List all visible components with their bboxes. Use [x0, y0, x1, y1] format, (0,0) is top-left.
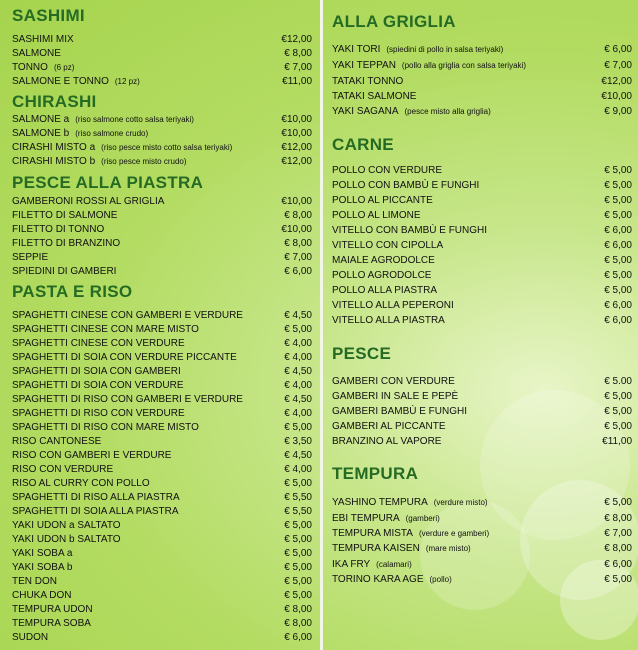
menu-item-name: SEPPIE — [12, 252, 49, 263]
menu-item-name: YAKI TEPPAN — [332, 60, 396, 71]
menu-item — [12, 209, 312, 223]
menu-item-wrap — [332, 224, 487, 238]
menu-item — [12, 351, 312, 365]
menu-item-name: SALMONE E TONNO — [12, 76, 109, 87]
menu-item-note: (verdure e gamberi) — [418, 529, 490, 538]
menu-item — [332, 420, 632, 434]
menu-item — [12, 61, 312, 75]
menu-item-wrap — [12, 393, 243, 407]
menu-item-price: € 6,00 — [604, 240, 632, 251]
menu-item-wrap — [12, 421, 199, 435]
menu-item-name: CIRASHI MISTO a — [12, 142, 96, 153]
menu-item — [12, 533, 312, 547]
menu-item — [12, 393, 312, 407]
menu-item-price: € 5,00 — [284, 422, 312, 433]
menu-item-price: € 5,00 — [604, 255, 632, 266]
section-title-tempura: TEMPURA — [332, 464, 419, 483]
menu-item-wrap — [12, 33, 74, 47]
menu-item-wrap — [332, 496, 488, 510]
menu-item-price: € 7,00 — [284, 252, 312, 263]
menu-item — [12, 265, 312, 279]
menu-item-price: € 4,00 — [284, 352, 312, 363]
menu-item-price: € 6,00 — [604, 44, 632, 55]
menu-item — [332, 43, 632, 57]
menu-item-wrap — [332, 209, 421, 223]
section-title-carne: CARNE — [332, 135, 394, 154]
menu-item-wrap — [332, 420, 446, 434]
section-title-pesce-alla-piastra: PESCE ALLA PIASTRA — [12, 173, 204, 192]
menu-item-wrap — [332, 239, 443, 253]
menu-item-wrap — [12, 337, 185, 351]
menu-item-wrap — [332, 43, 503, 57]
menu-item-price: € 5,00 — [284, 590, 312, 601]
menu-item — [12, 365, 312, 379]
menu-item-wrap — [12, 47, 61, 61]
menu-item-wrap — [12, 589, 71, 603]
menu-item-wrap — [332, 527, 489, 541]
menu-item — [12, 561, 312, 575]
menu-item-wrap — [12, 127, 148, 141]
menu-item-name: GAMBERI CON VERDURE — [332, 376, 455, 387]
menu-item-wrap — [12, 195, 164, 209]
menu-item-wrap — [12, 113, 194, 127]
section-title-pasta-e-riso: PASTA E RISO — [12, 282, 133, 301]
menu-item-wrap — [332, 269, 431, 283]
menu-item-name: VITELLO CON CIPOLLA — [332, 240, 444, 251]
menu-item-note: (calamari) — [376, 560, 412, 569]
menu-item-name: SUDON — [12, 632, 49, 643]
menu-item — [332, 179, 632, 193]
menu-item-price: €11,00 — [282, 76, 312, 87]
menu-item-wrap — [12, 237, 120, 251]
menu-item — [12, 251, 312, 265]
menu-item-wrap — [332, 284, 437, 298]
menu-item-name: GAMBERONI ROSSI AL GRIGLIA — [12, 196, 165, 207]
menu-item — [12, 127, 312, 141]
menu-item-name: SASHIMI MIX — [12, 34, 74, 45]
menu-item-price: € 3,50 — [284, 436, 312, 447]
menu-item-wrap — [12, 265, 116, 279]
menu-item — [332, 239, 632, 253]
menu-item-price: € 5,00 — [604, 285, 632, 296]
menu-item — [12, 309, 312, 323]
menu-item — [12, 463, 312, 477]
menu-item-name: SALMONE b — [12, 128, 70, 139]
menu-item-price: € 5,00 — [284, 576, 312, 587]
menu-item-name: CHUKA DON — [12, 590, 72, 601]
menu-item-wrap — [12, 533, 121, 547]
menu-item-wrap — [332, 299, 454, 313]
menu-item-name: YAKI UDON a SALTATO — [12, 520, 121, 531]
menu-item-name: POLLO CON BAMBÙ E FUNGHI — [332, 180, 480, 191]
menu-item-price: € 8,00 — [604, 543, 632, 554]
menu-item-price: € 9,00 — [604, 106, 632, 117]
menu-item-price: € 4,00 — [284, 408, 312, 419]
menu-item — [332, 254, 632, 268]
menu-item-name: TEMPURA MISTA — [332, 528, 413, 539]
menu-item — [332, 90, 632, 104]
menu-item-price: € 4,50 — [284, 310, 312, 321]
menu-item-price: € 5,00 — [284, 534, 312, 545]
menu-item-price: € 6,00 — [604, 300, 632, 311]
menu-item — [12, 141, 312, 155]
menu-item-wrap — [12, 631, 48, 645]
menu-item-name: SALMONE a — [12, 114, 70, 125]
menu-item-price: € 5,50 — [284, 506, 312, 517]
menu-item-wrap — [12, 141, 232, 155]
menu-item-price: € 4,00 — [284, 380, 312, 391]
menu-item-price: € 8,00 — [284, 48, 312, 59]
section-title-pesce: PESCE — [332, 344, 392, 363]
menu-item-name: YAKI SOBA b — [12, 562, 73, 573]
menu-item-price: € 7,00 — [284, 62, 312, 73]
menu-item — [12, 449, 312, 463]
menu-item — [12, 237, 312, 251]
menu-item-price: € 8,00 — [284, 238, 312, 249]
menu-item-wrap — [12, 61, 74, 75]
menu-item — [332, 59, 632, 73]
menu-item-name: SPAGHETTI CINESE CON GAMBERI E VERDURE — [12, 310, 243, 321]
menu-item-wrap — [12, 209, 117, 223]
menu-item-wrap — [12, 491, 180, 505]
menu-item-name: CIRASHI MISTO b — [12, 156, 96, 167]
menu-item-note: (pollo alla griglia con salsa teriyaki) — [401, 61, 526, 70]
menu-item-name: POLLO AGRODOLCE — [332, 270, 432, 281]
menu-item — [12, 631, 312, 645]
menu-item — [332, 164, 632, 178]
menu-item — [332, 512, 632, 526]
menu-item — [332, 573, 632, 587]
menu-item-price: € 5,00 — [604, 270, 632, 281]
menu-item-name: YAKI SOBA a — [12, 548, 73, 559]
menu-item-wrap — [12, 603, 93, 617]
menu-item-name: RISO CON VERDURE — [12, 464, 114, 475]
menu-item-wrap — [12, 351, 237, 365]
menu-item-wrap — [332, 105, 491, 119]
menu-item — [12, 575, 312, 589]
menu-item-wrap — [12, 477, 150, 491]
menu-item-name: RISO CON GAMBERI E VERDURE — [12, 450, 172, 461]
menu-item-wrap — [332, 558, 412, 572]
menu-item-name: SPAGHETTI CINESE CON VERDURE — [12, 338, 185, 349]
menu-item-price: €10,00 — [281, 224, 312, 235]
menu-item-wrap — [332, 59, 526, 73]
menu-item-name: TATAKI TONNO — [332, 76, 404, 87]
menu-item — [332, 209, 632, 223]
menu-item-price: € 5.00 — [604, 376, 632, 387]
menu-item-price: € 8,00 — [284, 210, 312, 221]
menu-item-name: YAKI SAGANA — [332, 106, 399, 117]
menu-item-name: SPAGHETTI CINESE CON MARE MISTO — [12, 324, 199, 335]
menu-item-price: € 7,00 — [604, 60, 632, 71]
menu-item — [332, 284, 632, 298]
menu-item — [332, 194, 632, 208]
menu-item-note: (riso pesce misto crudo) — [101, 157, 187, 166]
menu-item-wrap — [332, 314, 445, 328]
menu-item — [12, 435, 312, 449]
menu-item-price: € 5,50 — [284, 492, 312, 503]
menu-item-name: TEMPURA SOBA — [12, 618, 91, 629]
menu-item-name: SALMONE — [12, 48, 61, 59]
column-divider — [320, 0, 323, 650]
menu-item-price: € 8,00 — [604, 513, 632, 524]
menu-item-price: € 5,00 — [284, 324, 312, 335]
section-title-alla-griglia: ALLA GRIGLIA — [332, 12, 456, 31]
menu-item-price: € 5,00 — [604, 574, 632, 585]
menu-item-note: (riso pesce misto cotto salsa teriyaki) — [101, 143, 233, 152]
menu-item-name: FILETTO DI SALMONE — [12, 210, 118, 221]
menu-item-name: SPAGHETTI DI RISO CON VERDURE — [12, 408, 185, 419]
menu-item-price: €10,00 — [281, 128, 312, 139]
menu-item — [12, 505, 312, 519]
menu-item — [12, 547, 312, 561]
menu-item-note: (riso salmone crudo) — [75, 129, 149, 138]
menu-item — [12, 589, 312, 603]
menu-item — [12, 477, 312, 491]
menu-item-price: € 6,00 — [604, 225, 632, 236]
menu-item-price: € 6,00 — [604, 315, 632, 326]
menu-item-wrap — [12, 435, 101, 449]
menu-item-wrap — [12, 379, 184, 393]
menu-item-price: €12,00 — [281, 142, 312, 153]
menu-item-wrap — [332, 390, 458, 404]
menu-item — [12, 337, 312, 351]
menu-item-wrap — [12, 251, 48, 265]
menu-item — [332, 105, 632, 119]
menu-item — [332, 269, 632, 283]
menu-item-note: (pollo) — [429, 575, 452, 584]
menu-item — [332, 390, 632, 404]
menu-item-name: POLLO AL LIMONE — [332, 210, 421, 221]
menu-item-wrap — [12, 561, 72, 575]
menu-item-name: SPAGHETTI DI SOIA CON GAMBERI — [12, 366, 181, 377]
menu-item-price: € 4,50 — [284, 450, 312, 461]
menu-item-name: SPAGHETTI DI RISO CON GAMBERI E VERDURE — [12, 394, 243, 405]
menu-item-name: GAMBERI IN SALE E PEPÈ — [332, 391, 459, 402]
menu-item-wrap — [332, 573, 452, 587]
menu-item-name: VITELLO CON BAMBÙ E FUNGHI — [332, 225, 488, 236]
menu-item-wrap — [12, 309, 243, 323]
menu-item-name: SPAGHETTI DI SOIA CON VERDURE PICCANTE — [12, 352, 237, 363]
menu-item-price: € 5,00 — [604, 210, 632, 221]
menu-item-wrap — [12, 323, 199, 337]
menu-item-name: GAMBERI BAMBÙ E FUNGHI — [332, 406, 468, 417]
menu-item-name: SPIEDINI DI GAMBERI — [12, 266, 117, 277]
menu-item-wrap — [12, 365, 181, 379]
menu-item-wrap — [12, 223, 104, 237]
menu-item — [12, 75, 312, 89]
menu-item-wrap — [332, 542, 471, 556]
menu-item-price: € 4,00 — [284, 338, 312, 349]
menu-item-price: €12,00 — [281, 156, 312, 167]
menu-item-price: € 4,50 — [284, 394, 312, 405]
menu-item-wrap — [12, 505, 179, 519]
menu-item-name: POLLO ALLA PIASTRA — [332, 285, 438, 296]
menu-item — [332, 299, 632, 313]
menu-item — [332, 435, 632, 449]
menu-item — [332, 527, 632, 541]
menu-item-price: € 5,00 — [604, 391, 632, 402]
menu-item — [12, 223, 312, 237]
menu-item — [332, 542, 632, 556]
menu-item-wrap — [332, 90, 416, 104]
menu-item-name: SPAGHETTI DI RISO CON MARE MISTO — [12, 422, 199, 433]
menu-item-name: EBI TEMPURA — [332, 513, 400, 524]
menu-item-note: (verdure misto) — [433, 498, 488, 507]
menu-item — [332, 75, 632, 89]
menu-item-price: € 5,00 — [604, 195, 632, 206]
menu-item-name: SPAGHETTI DI SOIA CON VERDURE — [12, 380, 184, 391]
menu-item-price: € 6,00 — [284, 266, 312, 277]
menu-item — [12, 155, 312, 169]
menu-item-note: (6 pz) — [53, 63, 75, 72]
menu-item-price: € 5,00 — [604, 497, 632, 508]
menu-item-wrap — [332, 375, 455, 389]
bokeh-circle — [560, 560, 638, 640]
menu-item — [332, 496, 632, 510]
menu-item-name: RISO AL CURRY CON POLLO — [12, 478, 150, 489]
menu-item-wrap — [332, 179, 479, 193]
menu-item-price: € 5,00 — [284, 520, 312, 531]
menu-item — [12, 47, 312, 61]
menu-item — [332, 405, 632, 419]
menu-item-name: TEMPURA UDON — [12, 604, 93, 615]
menu-item-wrap — [332, 194, 433, 208]
menu-item-price: € 5,00 — [284, 562, 312, 573]
menu-item-price: € 6,00 — [284, 632, 312, 643]
menu-item-price: € 5,00 — [604, 180, 632, 191]
menu-item-price: €12,00 — [601, 76, 632, 87]
menu-item — [12, 33, 312, 47]
menu-item-wrap — [332, 435, 441, 449]
menu-item-note: (gamberi) — [405, 514, 440, 523]
menu-item-name: IKA FRY — [332, 559, 371, 570]
menu-item-name: TATAKI SALMONE — [332, 91, 417, 102]
menu-item-price: €10,00 — [281, 114, 312, 125]
menu-item — [12, 113, 312, 127]
menu-item-wrap — [332, 405, 467, 419]
menu-item — [12, 323, 312, 337]
menu-item-price: €10,00 — [601, 91, 632, 102]
menu-item-wrap — [332, 164, 442, 178]
menu-item-price: €10,00 — [281, 196, 312, 207]
menu-item-name: YAKI UDON b SALTATO — [12, 534, 121, 545]
menu-item-name: POLLO AL PICCANTE — [332, 195, 433, 206]
menu-item-price: € 7,00 — [604, 528, 632, 539]
menu-item-name: VITELLO ALLA PIASTRA — [332, 315, 445, 326]
menu-item-price: € 5,00 — [604, 165, 632, 176]
section-title-sashimi: SASHIMI — [12, 6, 85, 25]
menu-item — [12, 519, 312, 533]
menu-item-name: MAIALE AGRODOLCE — [332, 255, 435, 266]
menu-item-price: € 8,00 — [284, 618, 312, 629]
menu-item — [12, 195, 312, 209]
menu-item-price: € 8,00 — [284, 604, 312, 615]
menu-item-name: GAMBERI AL PICCANTE — [332, 421, 446, 432]
menu-item-price: € 5,00 — [604, 406, 632, 417]
menu-item-name: YASHINO TEMPURA — [332, 497, 428, 508]
menu-item-wrap — [12, 155, 187, 169]
menu-item-wrap — [12, 547, 72, 561]
menu-item — [12, 379, 312, 393]
menu-item-name: POLLO CON VERDURE — [332, 165, 443, 176]
menu-item-price: € 5,00 — [604, 421, 632, 432]
menu-item-price: € 5,00 — [284, 478, 312, 489]
menu-item-name: SPAGHETTI DI RISO ALLA PIASTRA — [12, 492, 180, 503]
menu-item-wrap — [12, 407, 185, 421]
menu-item — [332, 224, 632, 238]
menu-item-wrap — [12, 617, 91, 631]
menu-item-name: TONNO — [12, 62, 48, 73]
menu-item-note: (riso salmone cotto salsa teriyaki) — [75, 115, 194, 124]
menu-item-name: TEN DON — [12, 576, 57, 587]
menu-item — [12, 617, 312, 631]
menu-item-note: (12 pz) — [114, 77, 140, 86]
menu-item-price: € 4,50 — [284, 366, 312, 377]
menu-item-name: VITELLO ALLA PEPERONI — [332, 300, 454, 311]
menu-item-wrap — [332, 254, 435, 268]
menu-item — [332, 558, 632, 572]
menu-item-wrap — [332, 75, 403, 89]
menu-item-price: € 4,00 — [284, 464, 312, 475]
menu-item-wrap — [12, 575, 57, 589]
menu-item — [332, 375, 632, 389]
menu-item-name: RISO CANTONESE — [12, 436, 102, 447]
menu-item — [332, 314, 632, 328]
menu-item-note: (spiedini di pollo in salsa teriyaki) — [386, 45, 504, 54]
menu-item-name: FILETTO DI BRANZINO — [12, 238, 121, 249]
menu-item-name: TEMPURA KAISEN — [332, 543, 420, 554]
menu-item-name: BRANZINO AL VAPORE — [332, 436, 442, 447]
menu-item-wrap — [12, 449, 171, 463]
menu-item-name: FILETTO DI TONNO — [12, 224, 105, 235]
menu-item — [12, 603, 312, 617]
menu-item — [12, 491, 312, 505]
menu-item-wrap — [12, 519, 121, 533]
menu-item-name: YAKI TORI — [332, 44, 381, 55]
menu-item-name: TORINO KARA AGE — [332, 574, 424, 585]
menu-item-name: SPAGHETTI DI SOIA ALLA PIASTRA — [12, 506, 179, 517]
menu-item-price: €11,00 — [602, 436, 632, 447]
menu-item-price: €12,00 — [281, 34, 312, 45]
menu-item — [12, 421, 312, 435]
menu-item-price: € 6,00 — [604, 559, 632, 570]
menu-item-wrap — [12, 463, 113, 477]
section-title-chirashi: CHIRASHI — [12, 92, 97, 111]
menu-item-note: (pesce misto alla griglia) — [404, 107, 491, 116]
menu-item-wrap — [332, 512, 440, 526]
menu-item-wrap — [12, 75, 140, 89]
menu-item-price: € 5,00 — [284, 548, 312, 559]
menu-item-note: (mare misto) — [425, 544, 471, 553]
menu-item — [12, 407, 312, 421]
